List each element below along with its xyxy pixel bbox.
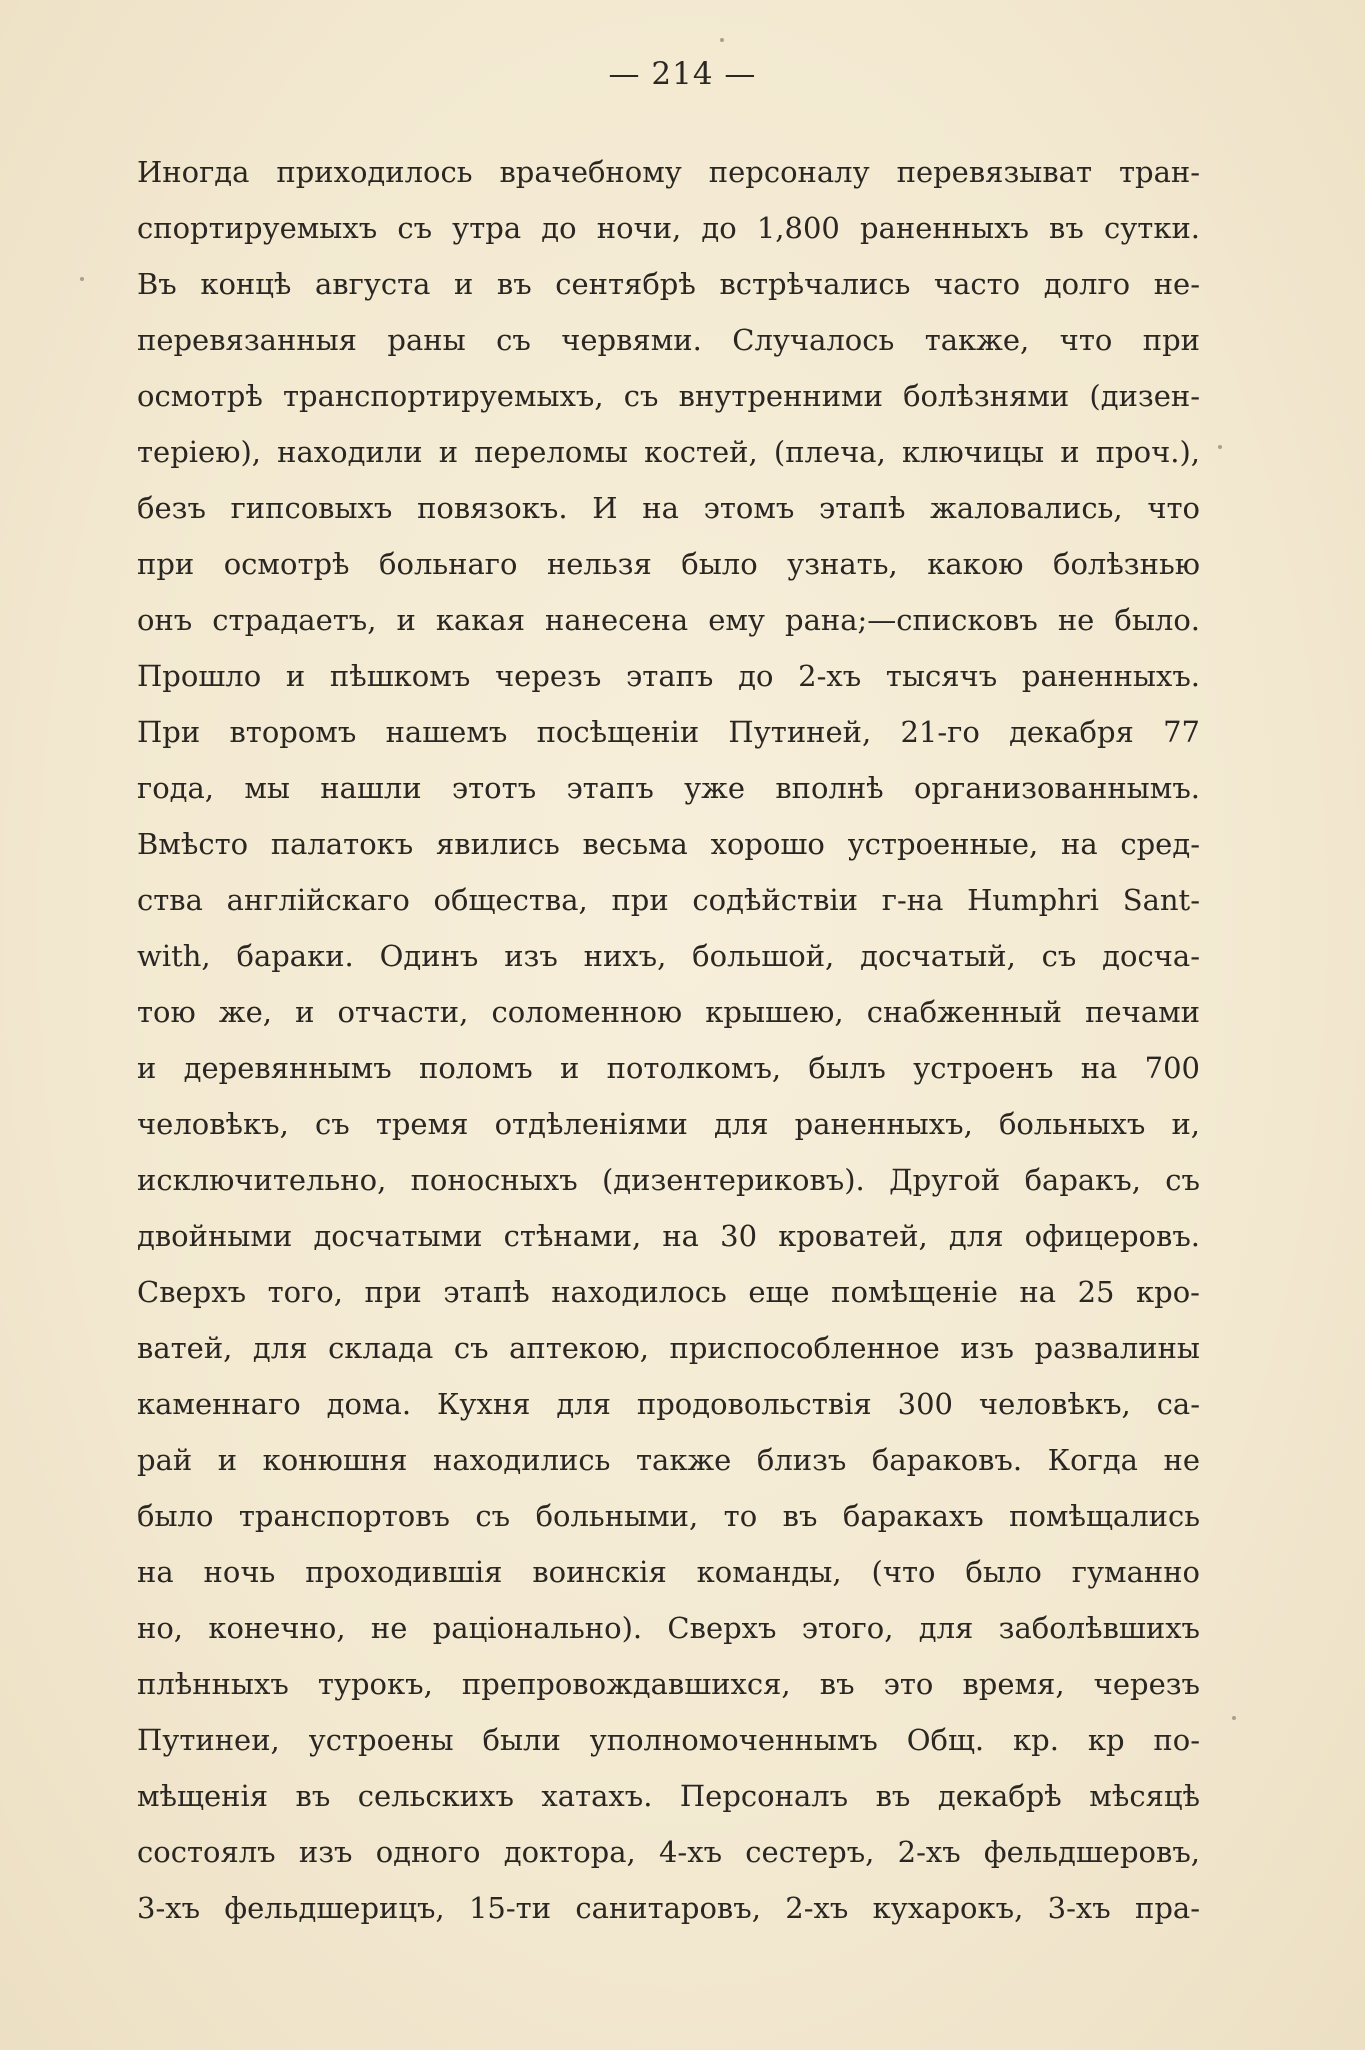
text-line: осмотрѣ транспортируемыхъ, съ внутренними болѣзнями (дизен- xyxy=(137,379,1200,413)
text-line: онъ страдаетъ, и какая нанесена ему рана;—списковъ не было. xyxy=(137,603,1200,637)
text-line: каменнаго дома. Кухня для продовольствiя 300 человѣкъ, са- xyxy=(137,1387,1200,1421)
paper-speck xyxy=(1218,445,1222,449)
text-line: рай и конюшня находились также близъ бараковъ. Когда не xyxy=(137,1443,1200,1477)
text-line: Путинеи, устроены были уполномоченнымъ Общ. кр. кр по- xyxy=(137,1723,1200,1757)
text-line: состоялъ изъ одного доктора, 4-хъ сестеръ, 2-хъ фельдшеровъ, xyxy=(137,1835,1200,1869)
text-line: на ночь проходившiя воинскiя команды, (что было гуманно xyxy=(137,1555,1200,1589)
text-line: Въ концѣ августа и въ сентябрѣ встрѣчались часто долго не- xyxy=(137,267,1200,301)
text-line: перевязанныя раны съ червями. Случалось также, что при xyxy=(137,323,1200,357)
text-line: спортируемыхъ съ утра до ночи, до 1,800 раненныхъ въ сутки. xyxy=(137,211,1200,245)
text-line: и деревяннымъ поломъ и потолкомъ, былъ устроенъ на 700 xyxy=(137,1051,1200,1085)
text-line: ства англiйскаго общества, при содѣйствiи г-на Humphri Sant- xyxy=(137,883,1200,917)
body-text xyxy=(137,144,1200,1936)
text-line: плѣнныхъ турокъ, препровождавшихся, въ это время, черезъ xyxy=(137,1667,1200,1701)
page-number: — 214 — xyxy=(608,56,757,92)
text-line: безъ гипсовыхъ повязокъ. И на этомъ этапѣ жаловались, что xyxy=(137,491,1200,525)
text-line: При второмъ нашемъ посѣщенiи Путиней, 21-го декабря 77 xyxy=(137,715,1200,749)
text-line: исключительно, поносныхъ (дизентериковъ). Другой баракъ, съ xyxy=(137,1163,1200,1197)
paper-speck xyxy=(720,38,724,42)
text-line: терiею), находили и переломы костей, (плеча, ключицы и проч.), xyxy=(137,435,1200,469)
text-line: двойными досчатыми стѣнами, на 30 кроватей, для офицеровъ. xyxy=(137,1219,1200,1253)
paper-speck xyxy=(80,277,84,281)
text-line: 3-хъ фельдшерицъ, 15-ти санитаровъ, 2-хъ кухарокъ, 3-хъ пра- xyxy=(137,1891,1200,1925)
text-line: Вмѣсто палатокъ явились весьма хорошо устроенные, на сред- xyxy=(137,827,1200,861)
text-line: Прошло и пѣшкомъ черезъ этапъ до 2-хъ тысячъ раненныхъ. xyxy=(137,659,1200,693)
paper-speck xyxy=(1232,1716,1236,1720)
text-line: тою же, и отчасти, соломенною крышею, снабженный печами xyxy=(137,995,1200,1029)
text-line: но, конечно, не рацiонально). Сверхъ этого, для заболѣвшихъ xyxy=(137,1611,1200,1645)
text-line: человѣкъ, съ тремя отдѣленiями для раненныхъ, больныхъ и, xyxy=(137,1107,1200,1141)
text-line: ватей, для склада съ аптекою, приспособленное изъ развалины xyxy=(137,1331,1200,1365)
text-line: при осмотрѣ больнаго нельзя было узнать, какою болѣзнью xyxy=(137,547,1200,581)
text-line: было транспортовъ съ больными, то въ баракахъ помѣщались xyxy=(137,1499,1200,1533)
text-line: года, мы нашли этотъ этапъ уже вполнѣ организованнымъ. xyxy=(137,771,1200,805)
text-line: Сверхъ того, при этапѣ находилось еще помѣщенiе на 25 кро- xyxy=(137,1275,1200,1309)
text-line: мѣщенiя въ сельскихъ хатахъ. Персоналъ въ декабрѣ мѣсяцѣ xyxy=(137,1779,1200,1813)
text-line: Иногда приходилось врачебному персоналу перевязыват тран- xyxy=(137,155,1200,189)
text-line: with, бараки. Одинъ изъ нихъ, большой, досчатый, съ досча- xyxy=(137,939,1200,973)
